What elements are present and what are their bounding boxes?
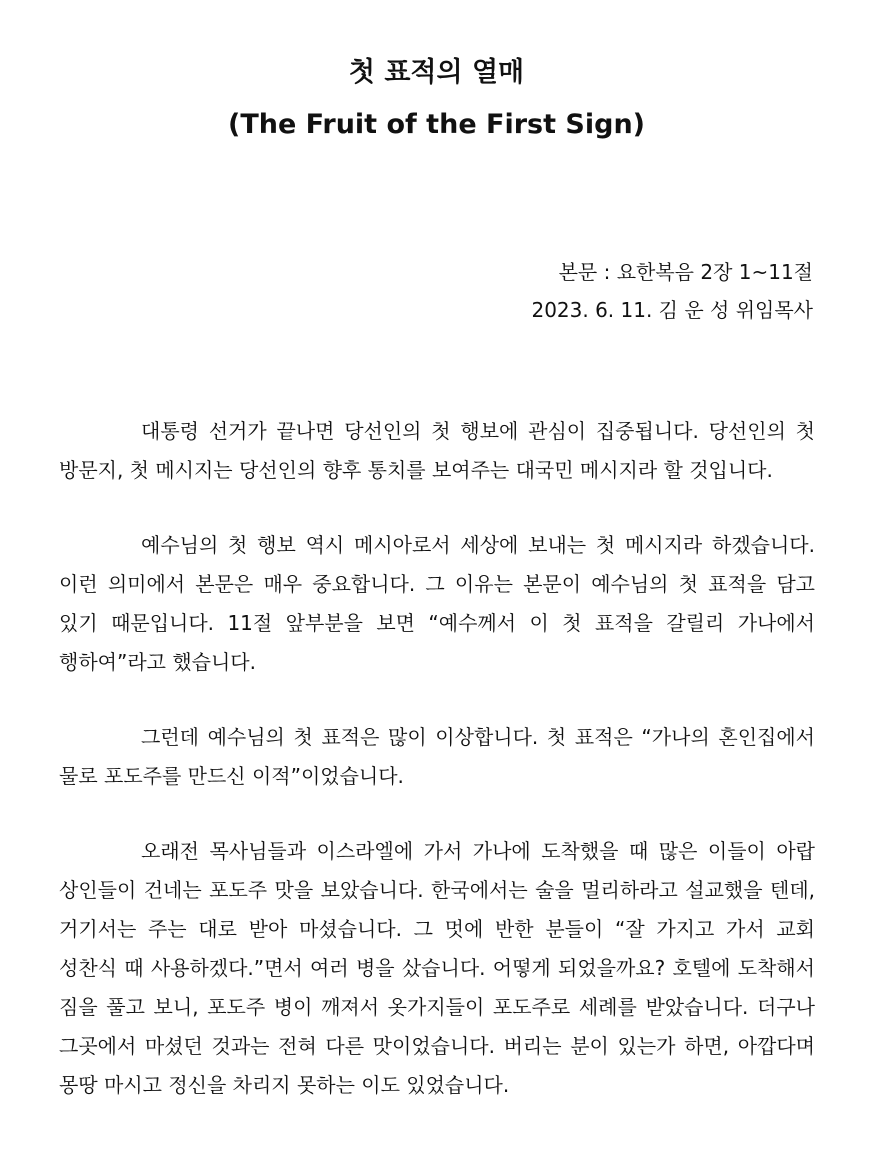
date-and-preacher: 2023. 6. 11. 김 운 성 위임목사 (531, 298, 813, 322)
paragraph-1: 대통령 선거가 끝나면 당선인의 첫 행보에 관심이 집중됩니다. 당선인의 첫 방문지, 첫 메시지는 당선인의 향후 통치를 보여주는 대국민 메시지라 할 것입니다. (59, 419, 815, 482)
paragraph-4: 오래전 목사님들과 이스라엘에 가서 가나에 도착했을 때 많은 이들이 아랍 상인들이 건네는 포도주 맛을 보았습니다. 한국에서는 술을 멀리하라고 설교했을 텐데, 거기서는 주는 대로 받아 마셨습니다. 그 멋에 반한 분들이 “잘 가지고 가서 교회 성찬식 때 사용하겠다.”면서 여러 병을 샀습니다. 어떻게 되었을까요? 호텔에 도착해서 짐을 풀고 보니, 포도주 병이 깨져서 옷가지들이 포도주로 세례를 받았습니다. 더구나 그곳에서 마셨던 것과는 전혀 다른 맛이었습니다. 버리는 분이 있는가 하면, 아깝다며 몽땅 마시고 정신을 차리지 못하는 이도 있었습니다. (59, 839, 815, 1097)
sermon-title-korean: 첫 표적의 열매 (348, 57, 525, 88)
sermon-title-english: (The Fruit of the First Sign) (227, 109, 646, 140)
paragraph-2: 예수님의 첫 행보 역시 메시아로서 세상에 보내는 첫 메시지라 하겠습니다. 이런 의미에서 본문은 매우 중요합니다. 그 이유는 본문이 예수님의 첫 표적을 담고 있기 때문입니다. 11절 앞부분을 보면 “예수께서 이 첫 표적을 갈릴리 가나에서 행하여”라고 했습니다. (59, 533, 815, 674)
sermon-body (59, 412, 815, 1141)
paragraph-3: 그런데 예수님의 첫 표적은 많이 이상합니다. 첫 표적은 “가나의 혼인집에서 물로 포도주를 만드신 이적”이었습니다. (59, 725, 815, 788)
scripture-reference: 본문 : 요한복음 2장 1~11절 (558, 260, 813, 284)
